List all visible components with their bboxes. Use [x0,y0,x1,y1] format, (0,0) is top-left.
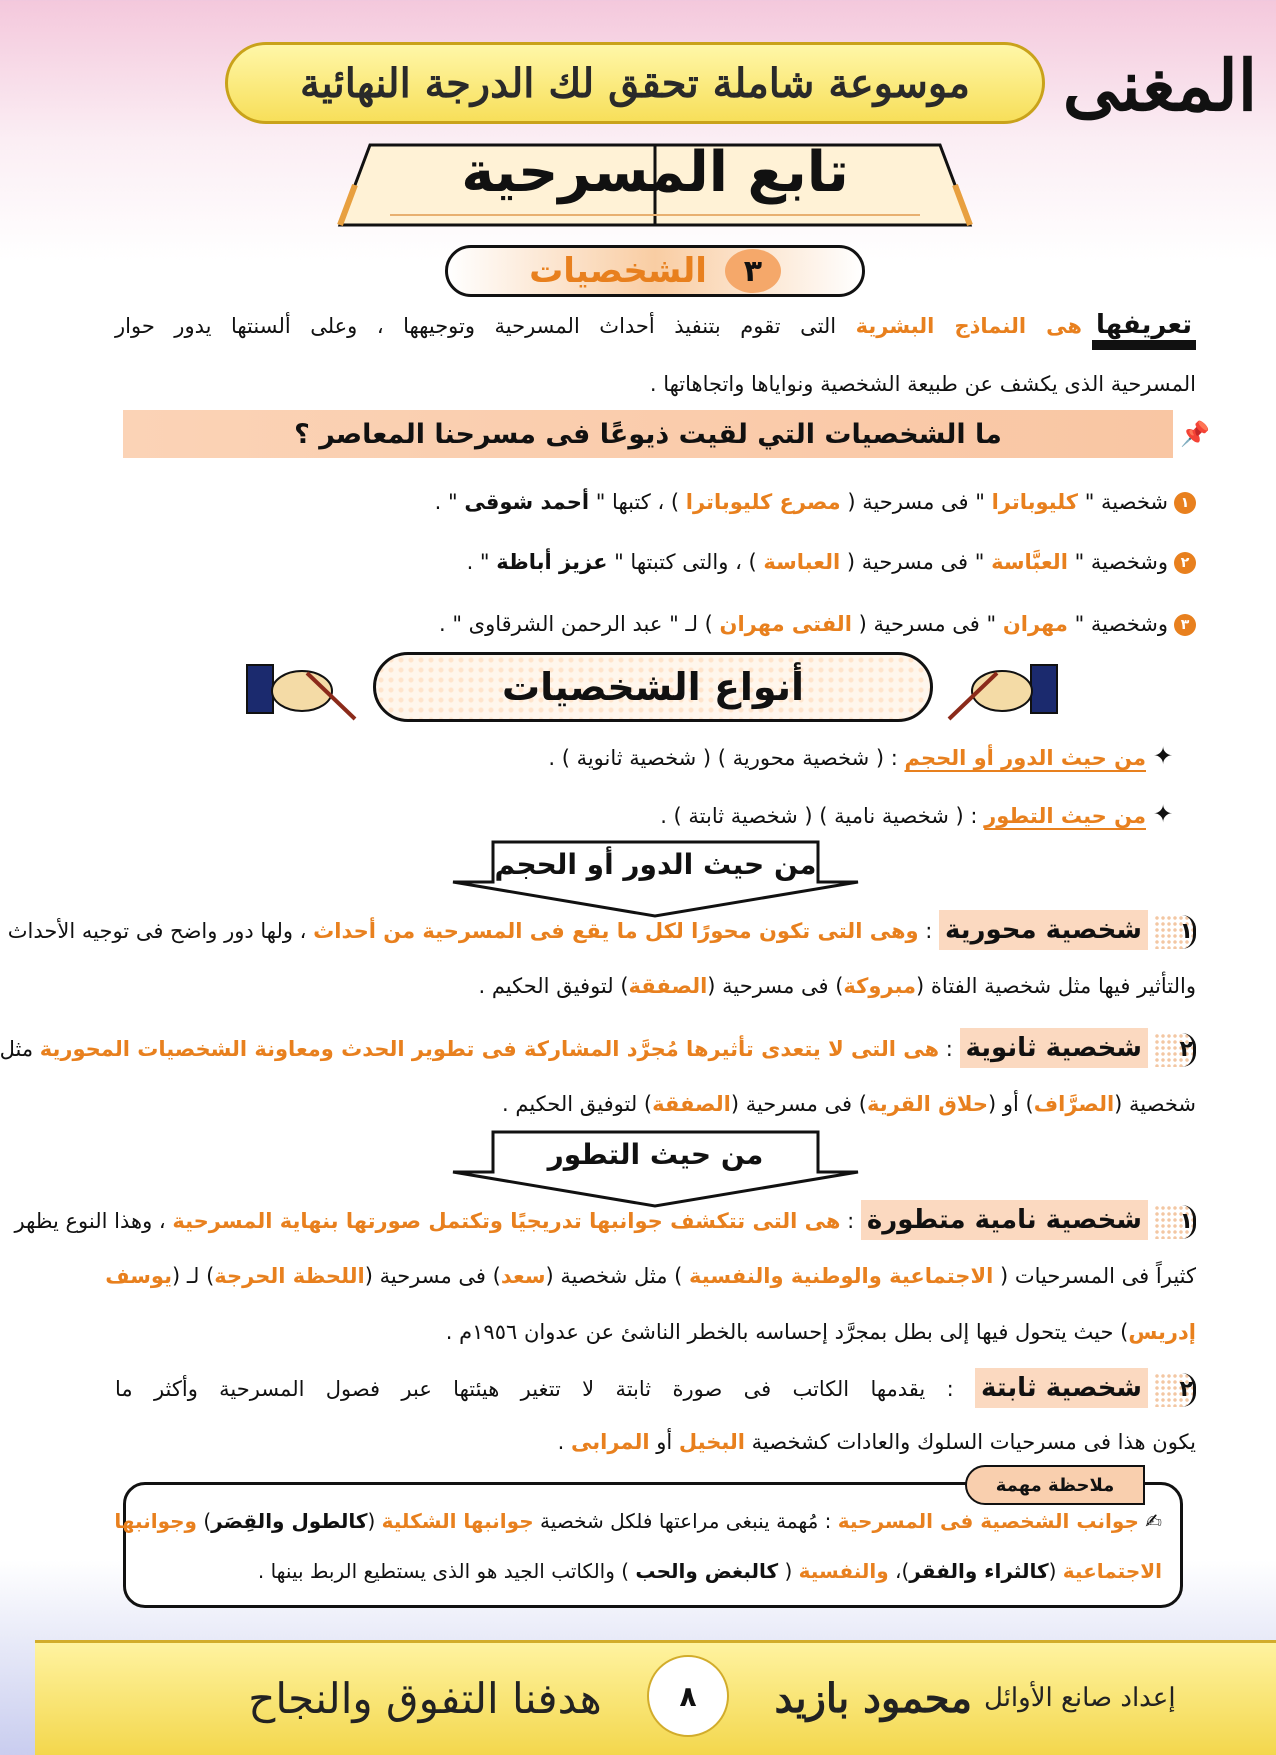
text: ) فى مسرحية ( [730,1092,867,1116]
text: )، [888,1559,910,1583]
text: ) لـ " عبد الرحمن الشرقاوى " . [438,612,720,636]
character-name: مهران [1002,612,1068,636]
section-heading [445,245,865,297]
text: " . [434,490,465,514]
text: ( [367,1509,382,1533]
author-name: أحمد شوقى [464,490,590,514]
text: ) ، كتبها " [589,490,686,514]
example-number: ٣ [1174,614,1196,636]
item-title: شخصية محورية [939,910,1148,950]
text: ) مثل شخصية ( [545,1264,690,1288]
pin-icon: 📌 [1180,420,1210,448]
text: والتأثير فيها مثل شخصية الفتاة ( [916,974,1196,998]
item-title: شخصية نامية متطورة [861,1200,1148,1240]
text: : [840,1209,861,1233]
text: كثيراً فى المسرحيات ( [993,1264,1196,1288]
item-number: ٢ [1154,1373,1196,1407]
growing-line-1 [14,1200,1196,1241]
text: : [918,919,939,943]
text: " فى مسرحية ( [851,612,1003,636]
note-example: كالبغض والحب [635,1559,779,1583]
central-line-2 [115,966,1196,1006]
definition-highlight: هى النماذج البشرية [855,314,1082,338]
growing-line-2 [105,1256,1196,1296]
character-name: حلاق القرية [866,1092,989,1116]
text: " . [466,550,497,574]
text: ) ، والتى كتبتها " [607,550,764,574]
author-prefix: إعداد صانع الأوائل [984,1683,1176,1713]
page-number: ٨ [647,1655,729,1737]
series-banner: موسوعة شاملة تحقق لك الدرجة النهائية [225,42,1045,124]
text: شخصية ( [1114,1092,1196,1116]
classification-label: من حيث التطور [984,804,1146,828]
pencil-icon: ✍ [1138,1509,1162,1533]
text: ) حيث يتحول فيها إلى بطل بمجرَّد إحساسه بالخطر الناشئ عن عدوان ١٩٥٦م . [445,1320,1129,1344]
text: شخصية " [1078,490,1168,514]
role-banner [453,838,858,918]
play-name: الفتى مهران [719,612,852,636]
item-title: شخصية ثابتة [975,1368,1148,1408]
pin-icon: ✦ [1153,742,1174,770]
item-highlight: وهى التى تكون محورًا لكل ما يقع فى المسرحية من أحداث [313,919,919,943]
play-name: مصرع كليوباترا [685,490,841,514]
development-banner [453,1128,858,1208]
text: مثل [0,1037,40,1061]
text: ( [778,1559,799,1583]
pin-icon: ✦ [1153,800,1174,828]
note-line-2 [138,1551,1162,1591]
role-banner-text: من حيث الدور أو الحجم [494,847,817,881]
author-name: يوسف [105,1264,172,1288]
development-banner-text: من حيث التطور [547,1137,764,1171]
text: ) لتوفيق الحكيم . [502,1092,653,1116]
example-2 [115,542,1196,582]
text: ) والكاتب الجيد هو الذى يستطيع الربط بينها . [257,1559,636,1583]
writing-hand-icon [247,655,357,723]
growing-line-3 [115,1312,1196,1352]
classification-2 [65,796,1146,836]
character-name: مبروكة [843,974,917,998]
text: ، وهذا النوع يظهر [14,1209,173,1233]
note-term: وجوانبها [114,1509,197,1533]
secondary-line-2 [115,1084,1196,1124]
text: : مُهمة ينبغى مراعتها فلكل شخصية [533,1509,838,1533]
text: ( [1048,1559,1063,1583]
section-number: ٣ [725,249,781,293]
example-number: ٢ [1174,552,1196,574]
page-footer [35,1640,1276,1755]
example-1 [115,482,1196,522]
section-label: الشخصيات [529,251,707,291]
item-number: ١ [1154,1205,1196,1239]
example-number: ١ [1174,492,1196,514]
classification-value: : ( شخصية نامية ) ( شخصية ثابتة ) . [660,804,985,828]
author-name: محمود بازيد [774,1674,972,1722]
central-line-1 [7,910,1196,951]
author-name: عزيز أباظة [496,550,608,574]
note-topic: جوانب الشخصية فى المسرحية [837,1509,1139,1533]
text: يكون هذا فى مسرحيات السلوك والعادات كشخصية [745,1430,1196,1454]
play-name: العباسة [763,550,841,574]
author-name: إدريس [1128,1320,1196,1344]
note-tag: ملاحظة مهمة [965,1465,1145,1505]
item-number: ١ [1154,915,1196,949]
types-heading: أنواع الشخصيات [373,652,933,722]
note-term: الاجتماعية [1062,1559,1162,1583]
classification-1 [65,738,1146,778]
text: . [557,1430,571,1454]
item-highlight: هى التى لا يتعدى تأثيرها مُجرَّد المشاركة فى تطوير الحدث ومعاونة الشخصيات المحورية [39,1037,940,1061]
note-example: كالثراء والفقر [909,1559,1049,1583]
title-book-graphic [330,125,980,235]
note-term: جوانبها الشكلية [381,1509,534,1533]
fixed-line-1 [115,1368,1196,1409]
note-term: والنفسية [798,1559,889,1583]
footer-motto: هدفنا التفوق والنجاح [248,1673,602,1723]
text: " فى مسرحية ( [840,550,992,574]
character-name: المرابى [571,1430,650,1454]
definition-line-2: المسرحية الذى يكشف عن طبيعة الشخصية ونواياها واتجاهاتها . [649,372,1196,396]
text: ) فى مسرحية ( [364,1264,501,1288]
character-name: الصرَّاف [1033,1092,1115,1116]
question-bar: ما الشخصيات التي لقيت ذيوعًا فى مسرحنا المعاصر ؟ [123,410,1173,458]
text: ) [196,1509,212,1533]
text: ، ولها دور واضح فى توجيه الأحداث [7,919,314,943]
text: وشخصية " [1067,612,1168,636]
logo: المغنى [1062,43,1258,127]
text: " فى مسرحية ( [840,490,992,514]
item-highlight: هى التى تتكشف جوانبها تدريجيًا وتكتمل صورتها بنهاية المسرحية [172,1209,841,1233]
character-name: كليوباترا [991,490,1079,514]
character-name: سعد [500,1264,546,1288]
definition-line-1 [115,306,1196,350]
writing-hand-icon [947,655,1057,723]
definition-text: التى تقوم بتنفيذ أحداث المسرحية وتوجيهها ، وعلى ألسنتها يدور حوار [115,314,856,338]
classification-label: من حيث الدور أو الحجم [904,746,1146,770]
fixed-line-2 [115,1422,1196,1462]
item-title: شخصية ثانوية [960,1028,1148,1068]
page-title: تابع المسرحية [461,140,849,205]
note-example: كالطول والقِصَر [211,1509,368,1533]
item-number: ٢ [1154,1033,1196,1067]
secondary-line-1 [0,1028,1196,1069]
text: وشخصية " [1067,550,1168,574]
character-name: العبَّاسة [991,550,1068,574]
character-name: البخيل [678,1430,745,1454]
play-name: اللحظة الحرجة [214,1264,365,1288]
author-signature [750,1663,1200,1733]
text: ) لـ ( [171,1264,215,1288]
note-line-1 [114,1501,1162,1541]
text: ) لتوفيق الحكيم . [478,974,629,998]
text: يقدمها الكاتب فى صورة ثابتة لا تتغير هيئتها عبر فصول المسرحية وأكثر ما [115,1377,926,1401]
example-3 [115,604,1196,644]
play-name: الصفقة [652,1092,731,1116]
text: ) أو ( [988,1092,1034,1116]
text: ) فى مسرحية ( [707,974,844,998]
definition-label: تعريفها [1092,310,1196,350]
text: أو [649,1430,679,1454]
text: : [925,1377,975,1401]
genre-names: الاجتماعية والوطنية والنفسية [689,1264,994,1288]
classification-value: : ( شخصية محورية ) ( شخصية ثانوية ) . [548,746,905,770]
play-name: الصفقة [628,974,708,998]
text: : [939,1037,960,1061]
